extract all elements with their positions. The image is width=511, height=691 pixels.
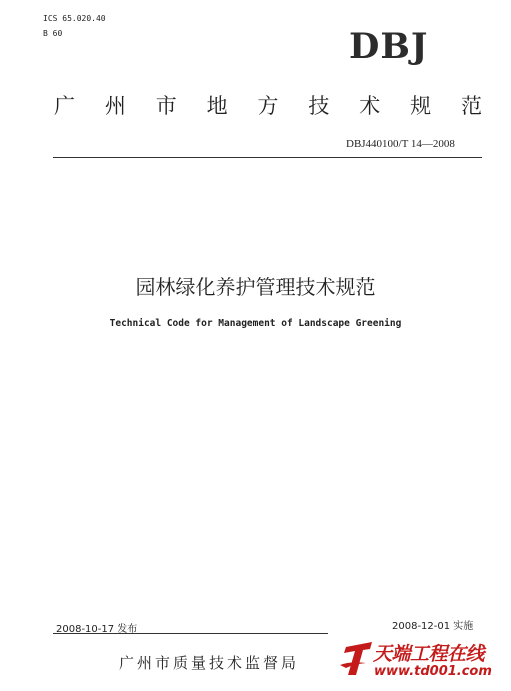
standard-type-char: 州 <box>104 94 126 118</box>
standard-type-char: 地 <box>206 94 228 118</box>
watermark-name: 天端工程在线 <box>373 643 485 665</box>
standard-type-char: 范 <box>461 94 482 118</box>
ics-code: ICS 65.020.40 <box>43 14 106 23</box>
standard-number: DBJ440100/T 14—2008 <box>346 138 455 150</box>
dbj-mark: DBJ <box>349 26 429 67</box>
issuing-authority: 广州市质量技术监督局 <box>119 654 300 672</box>
standard-type-title <box>54 91 482 119</box>
document-title-chinese: 园林绿化养护管理技术规范 <box>135 275 376 299</box>
header-divider <box>53 157 482 158</box>
standard-type-char: 方 <box>257 94 279 118</box>
ccs-code: B 60 <box>43 29 63 38</box>
standard-type-char: 规 <box>410 94 432 118</box>
issue-date: 2008-10-17 发布 <box>56 624 138 635</box>
implementation-date: 2008-12-01 实施 <box>392 621 474 632</box>
watermark-url: www.td001.com <box>374 664 492 679</box>
standard-type-char: 广 <box>54 94 75 118</box>
standard-type-char: 术 <box>359 94 381 118</box>
document-title-english: Technical Code for Management of Landscape Greening <box>109 318 402 329</box>
standard-type-char: 市 <box>155 94 177 118</box>
standard-type-char: 技 <box>308 94 330 118</box>
footer-divider <box>53 633 328 634</box>
